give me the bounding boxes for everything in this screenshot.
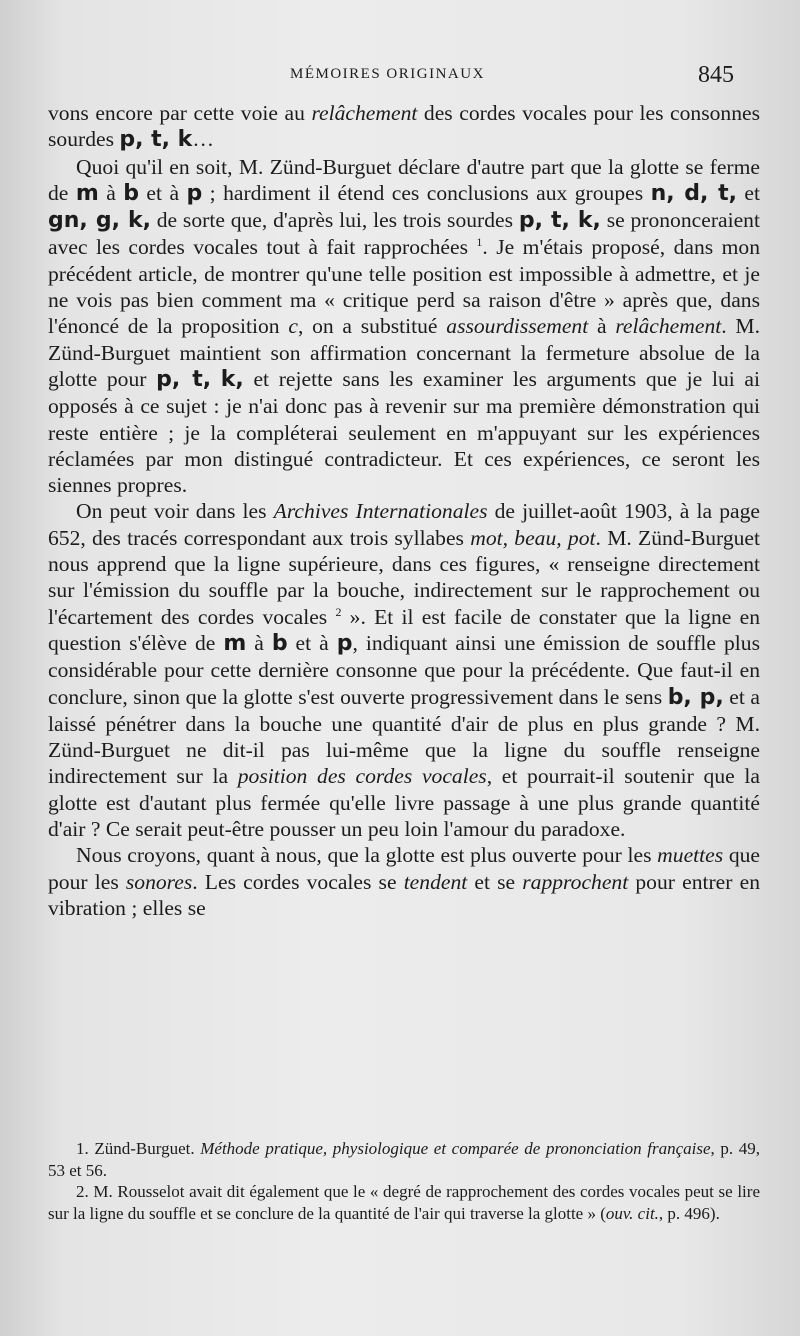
footnote-ref-1: 1 — [476, 235, 483, 250]
footnote-1: 1. Zünd-Burguet. Méthode pratique, physiologique et comparée de prononciation française, p. 49, 53 et 56. — [48, 1139, 760, 1180]
page-header — [90, 62, 740, 102]
footnotes — [48, 1138, 760, 1224]
page-number: 845 — [698, 62, 734, 88]
body-text — [48, 100, 760, 921]
running-head: MÉMOIRES ORIGINAUX — [290, 66, 485, 82]
footnote-ref-2: 2 — [335, 604, 342, 619]
paragraph-4: Nous croyons, quant à nous, que la glotte est plus ouverte pour les muettes que pour les sonores. Les cordes vocales se tendent et se rapprochent pour entrer en vibration ; elles se — [48, 843, 760, 920]
paragraph-2: Quoi qu'il en soit, M. Zünd-Burguet déclare d'autre part que la glotte se ferme de m à b et à p ; hardiment il étend ces conclusions aux groupes n, d, t, et gn, g, k, de sorte que, d'après lui, les trois sourdes p, t, k, se prononceraient avec les cordes vocales tout à fait rapprochées $^1$. Je m'étais proposé, dans mon précédent article, de montrer qu'une telle position est impossible à admettre, et je ne vois pas bien comment ma « critique perd sa raison d'être » après que, dans l'énoncé de la proposition c, on a substitué assourdissement à relâchement. M. Zünd-Burguet maintient son affirmation concernant la fermeture absolue de la glotte pour p, t, k, et rejette sans les examiner les arguments que je lui ai opposés à ce sujet : je n'ai donc pas à revenir sur ma première démonstration qui reste entière ; je la compléterai seulement en m'appuyant sur les expériences réclamées par mon distingué contradicteur. Et ces expériences, ce seront les siennes propres. — [48, 154, 761, 498]
footnote-2: 2. M. Rousselot avait dit également que le « degré de rapprochement des cordes vocales peut se lire sur la ligne du souffle et se conclure de la quantité de l'air qui traverse la glotte » (ouv. cit., p. 496). — [48, 1182, 760, 1223]
paragraph-1: vons encore par cette voie au relâchement des cordes vocales pour les consonnes sourdes p, t, k… — [48, 101, 761, 153]
paragraph-3: On peut voir dans les Archives Internationales de juillet-août 1903, à la page 652, des tracés correspondant aux trois syllabes mot, beau, pot. M. Zünd-Burguet nous apprend que la ligne supérieure, dans ces figures, « renseigne directement sur l'émission du souffle par la bouche, indirectement sur le rapprochement ou l'écartement des cordes vocales $^2$ ». Et il est facile de constater que la ligne en question s'élève de m à b et à p, indiquant ainsi une émission de souffle plus considérable pour cette dernière consonne que pour la précédente. Que faut-il en conclure, sinon que la glotte s'est ouverte progressivement dans le sens b, p, et a laissé pénétrer dans la bouche une quantité d'air de plus en plus grande ? M. Zünd-Burguet ne dit-il pas lui-même que la ligne du souffle renseigne indirectement sur la position des cordes vocales, et pourrait-il soutenir que la glotte est d'autant plus fermée qu'elle livre passage à une plus grande quantité d'air ? Ce serait peut-être pousser un peu loin l'amour du paradoxe. — [48, 499, 761, 842]
